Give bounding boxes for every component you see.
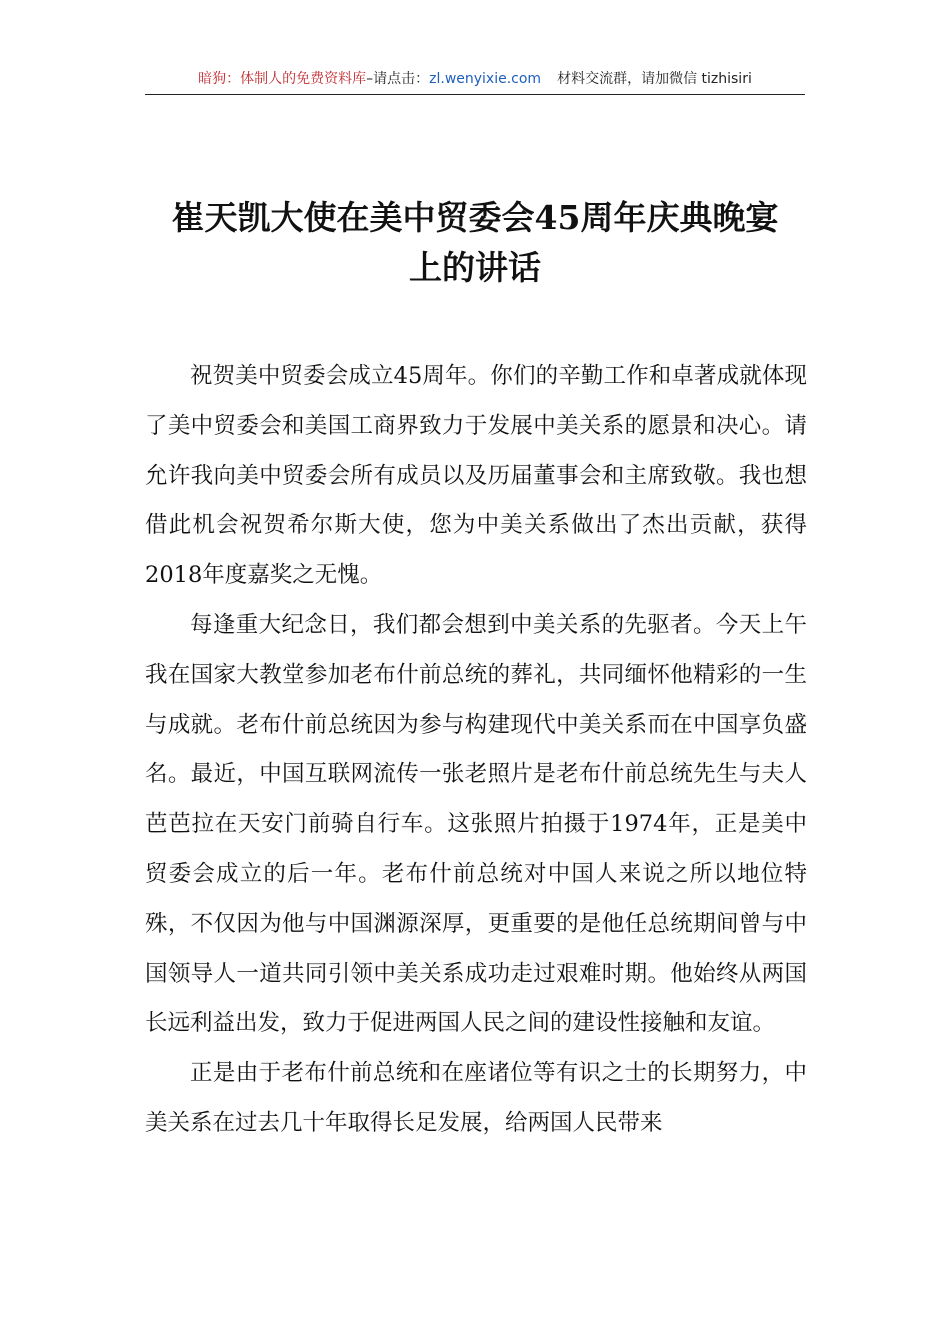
header-url-link[interactable]: zl.wenyixie.com: [429, 71, 542, 87]
document-body: [145, 352, 807, 1149]
header-site-name: 暗狗：体制人的免费资料库: [198, 71, 367, 87]
paragraph-3: 正是由于老布什前总统和在座诸位等有识之士的长期努力，中美关系在过去几十年取得长足发展，给两国人民带来: [145, 1060, 807, 1136]
header-contact: 材料交流群，请加微信 tizhisiri: [557, 71, 752, 87]
title-line-1: 崔天凯大使在美中贸委会45周年庆典晚宴: [171, 198, 779, 237]
document-title: [145, 193, 805, 293]
title-line-2: 上的讲话: [409, 248, 541, 287]
page-header: [145, 68, 805, 95]
header-click-prompt: –请点击：: [366, 71, 430, 87]
paragraph-2: 每逢重大纪念日，我们都会想到中美关系的先驱者。今天上午我在国家大教堂参加老布什前总统的葬礼，共同缅怀他精彩的一生与成就。老布什前总统因为参与构建现代中美关系而在中国享负盛名。最近，中国互联网流传一张老照片是老布什前总统先生与夫人芭芭拉在天安门前骑自行车。这张照片拍摄于1974年，正是美中贸委会成立的后一年。老布什前总统对中国人来说之所以地位特殊，不仅因为他与中国渊源深厚，更重要的是他任总统期间曾与中国领导人一道共同引领中美关系成功走过艰难时期。他始终从两国长远利益出发，致力于促进两国人民之间的建设性接触和友谊。: [145, 611, 807, 1037]
paragraph-1: 祝贺美中贸委会成立45周年。你们的辛勤工作和卓著成就体现了美中贸委会和美国工商界致力于发展中美关系的愿景和决心。请允许我向美中贸委会所有成员以及历届董事会和主席致敬。我也想借此机会祝贺希尔斯大使，您为中美关系做出了杰出贡献，获得2018年度嘉奖之无愧。: [145, 363, 807, 589]
